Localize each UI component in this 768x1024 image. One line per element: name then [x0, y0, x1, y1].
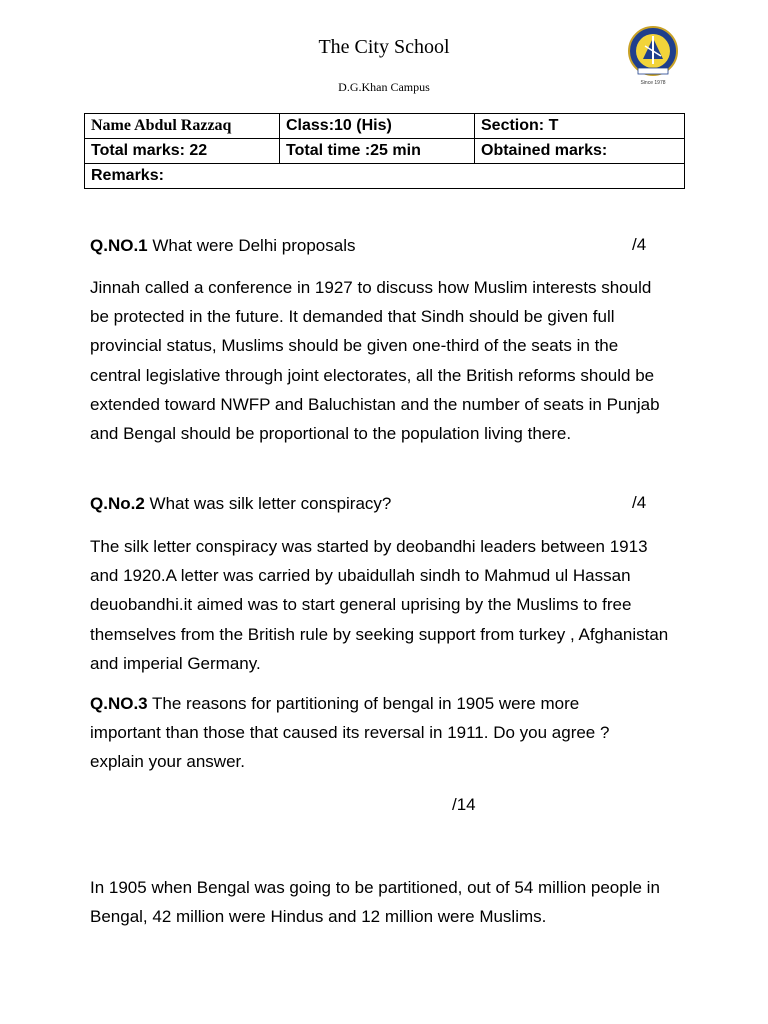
section-cell: Section: T	[475, 114, 685, 139]
question-3-marks: /14	[452, 795, 476, 814]
question-2-marks: /4	[632, 493, 647, 512]
question-3-label: Q.NO.3	[90, 694, 148, 713]
answer-1: Jinnah called a conference in 1927 to discuss how Muslim interests should be protected in the future. It demanded that Sindh should be given full provincial status, Muslims should be given one-third of the seats in the central legislative through joint electorates, all the British reforms should be extended toward NWFP and Baluchistan and the number of seats in Punjab and Bengal should be proportional to the population living there.	[90, 278, 660, 444]
answer-3: In 1905 when Bengal was going to be partitioned, out of 54 million people in Bengal, 42 million were Hindus and 12 million were Muslims.	[90, 878, 660, 927]
school-title: The City School	[318, 36, 450, 58]
student-name: Name Abdul Razzaq	[85, 114, 280, 139]
question-2-text: What was silk letter conspiracy?	[144, 494, 392, 513]
question-2-label: Q.No.2	[90, 494, 145, 513]
remarks-cell: Remarks:	[85, 164, 685, 189]
school-logo	[626, 24, 680, 88]
logo-caption: Since 1978	[640, 80, 666, 86]
total-time-cell: Total time :25 min	[280, 139, 475, 164]
class-cell: Class:10 (His)	[280, 114, 475, 139]
question-1-marks: /4	[632, 235, 647, 254]
question-1	[90, 231, 690, 260]
student-info-table	[84, 113, 685, 189]
obtained-marks-cell: Obtained marks:	[475, 139, 685, 164]
campus-name: D.G.Khan Campus	[338, 80, 430, 94]
question-1-text: What were Delhi proposals	[147, 236, 356, 255]
question-2	[90, 489, 690, 518]
question-1-label: Q.NO.1	[90, 236, 148, 255]
total-marks-cell: Total marks: 22	[85, 139, 280, 164]
answer-2: The silk letter conspiracy was started by deobandhi leaders between 1913 and 1920.A letter was carried by ubaidullah sindh to Mahmud ul Hassan deuobandhi.it aimed was to start general uprising by the Muslims to free themselves from the British rule by seeking support from turkey , Afghanistan and imperial Germany.	[90, 537, 669, 673]
question-3	[90, 689, 650, 777]
question-3-text: The reasons for partitioning of bengal in 1905 were more important than those that caused its reversal in 1911. Do you agree ? explain your answer.	[90, 694, 610, 772]
